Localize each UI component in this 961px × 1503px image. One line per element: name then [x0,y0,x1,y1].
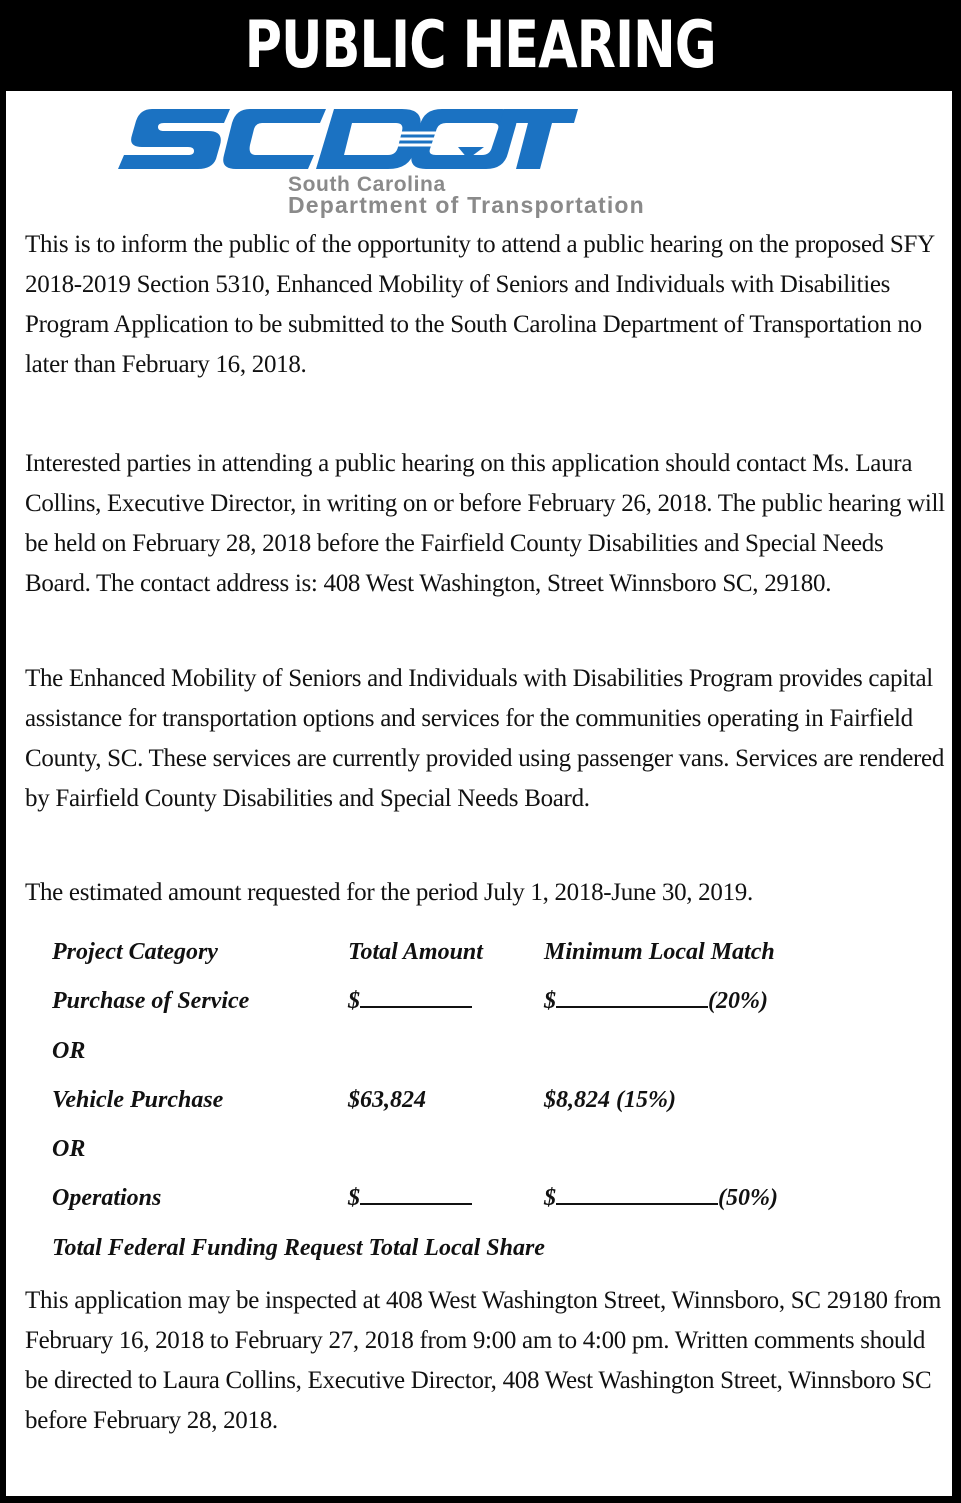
row-category: Operations [52,1185,162,1212]
contact-paragraph [25,444,950,604]
or-separator: OR [52,1136,86,1163]
intro-text: This is to inform the public of the opportunity to attend a public hearing on the proposed SFY 2018-2019 Section 5310, Enhanced Mobility of Seniors and Individuals with Disabilities Program Application to be submitted to the South Carolina Department of Transportation no later than February 16, 2018. [25,231,934,378]
table-row [52,1177,932,1226]
table-footer: Total Federal Funding Request Total Local Share [52,1234,545,1261]
header-project-category: Project Category [52,939,218,965]
row-total-amount: $63,824 [348,1086,426,1113]
estimate-paragraph [25,873,950,913]
row-local-match [544,988,768,1015]
scdot-logo [112,103,882,223]
total-blank-line [360,1185,472,1205]
match-percent: (50%) [718,1185,778,1212]
notice-panel [6,91,952,1496]
table-separator-row [52,1030,932,1079]
total-prefix: $ [348,988,360,1015]
total-prefix: $ [348,1185,360,1212]
table-row [52,980,932,1029]
inspection-paragraph [25,1281,950,1441]
inspection-text: This application may be inspected at 408 West Washington Street, Winnsboro, SC 29180 from February 16, 2018 to February 27, 2018 from 9:00 am to 4:00 pm. Written comments should be directed to Laura Collins, Executive Director, 408 West Washington Street, Winnsboro SC before February 28, 2018. [25,1287,942,1434]
funding-table [52,931,932,1276]
match-blank-line [556,1185,718,1205]
banner-title: PUBLIC HEARING [244,6,717,83]
row-category: Purchase of Service [52,988,250,1015]
match-blank-line [556,988,708,1008]
match-percent: (20%) [708,988,768,1015]
row-local-match: $8,824 (15%) [544,1086,676,1113]
table-row [52,1079,932,1128]
row-total-amount [348,1185,472,1212]
estimate-text: The estimated amount requested for the period July 1, 2018-June 30, 2019. [25,879,753,906]
contact-text: Interested parties in attending a public hearing on this application should contact Ms. Laura Collins, Executive Director, in writing on or before February 26, 2018. The public hearing will be held on February 28, 2018 before the Fairfield County Disabilities and Special Needs Board. The contact address is: 408 West Washington, Street Winnsboro SC, 29180. [25,450,945,597]
table-separator-row [52,1128,932,1177]
header-minimum-local-match: Minimum Local Match [544,939,775,965]
table-header-row [52,931,932,980]
intro-paragraph [25,225,950,385]
banner [0,0,961,90]
header-total-amount: Total Amount [348,939,483,965]
row-local-match [544,1185,778,1212]
row-total-amount [348,988,472,1015]
program-text: The Enhanced Mobility of Seniors and Individuals with Disabilities Program provides capital assistance for transportation options and services for the communities operating in Fairfield County, SC. These services are currently provided using passenger vans. Services are rendered by Fairfield County Disabilities and Special Needs Board. [25,665,945,812]
logo-subtitle [288,173,645,218]
total-blank-line [360,988,472,1008]
logo-subtitle-line1: South Carolina [288,173,446,196]
logo-subtitle-line2: Department of Transportation [288,192,645,218]
table-footer-row [52,1227,932,1276]
match-prefix: $ [544,988,556,1015]
or-separator: OR [52,1037,86,1064]
scdot-logo-mark-icon [112,103,582,175]
program-paragraph [25,659,950,819]
match-prefix: $ [544,1185,556,1212]
row-category: Vehicle Purchase [52,1086,224,1113]
